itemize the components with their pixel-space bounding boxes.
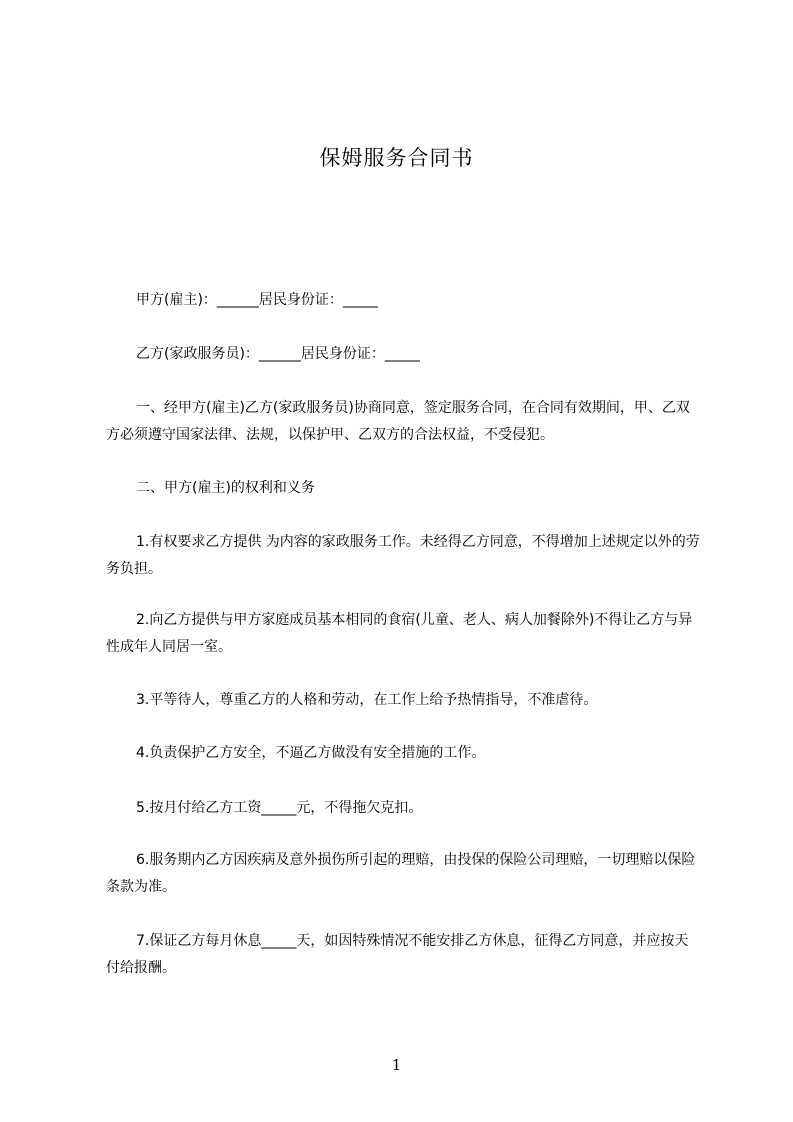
document-title: 保姆服务合同书 (319, 146, 474, 170)
list-item: 5.按月付给乙方工资_____元，不得拖欠克扣。 (136, 800, 423, 816)
clause-2-heading: 二、甲方(雇主)的权利和义务 (136, 480, 315, 496)
clause-1: 一、经甲方(雇主)乙方(家政服务员)协商同意，签定服务合同，在合同有效期间，甲、乙双方必须遵守国家法律、法规，以保护甲、乙双方的合法权益，不受侵犯。 (106, 400, 690, 443)
page-number: 1 (391, 1056, 402, 1074)
list-item: 6.服务期内乙方因疾病及意外损伤所引起的理赔，由投保的保险公司理赔，一切理赔以保险条款为准。 (106, 852, 696, 895)
party-b-line: 乙方(家政服务员)：______居民身份证：_____ (136, 346, 420, 362)
list-item: 1.有权要求乙方提供 为内容的家政服务工作。未经得乙方同意，不得增加上述规定以外的劳务负担。 (106, 534, 700, 577)
list-item: 7.保证乙方每月休息_____天，如因特殊情况不能安排乙方休息，征得乙方同意，并应按天付给报酬。 (106, 933, 689, 976)
list-item: 3.平等待人，尊重乙方的人格和劳动，在工作上给予热情指导，不准虐待。 (136, 692, 598, 708)
list-item: 2.向乙方提供与甲方家庭成员基本相同的食宿(儿童、老人、病人加餐除外)不得让乙方与异性成年人同居一室。 (106, 612, 693, 655)
party-a-line: 甲方(雇主)：______居民身份证：_____ (136, 292, 378, 308)
list-item: 4.负责保护乙方安全，不逼乙方做没有安全措施的工作。 (136, 745, 486, 761)
